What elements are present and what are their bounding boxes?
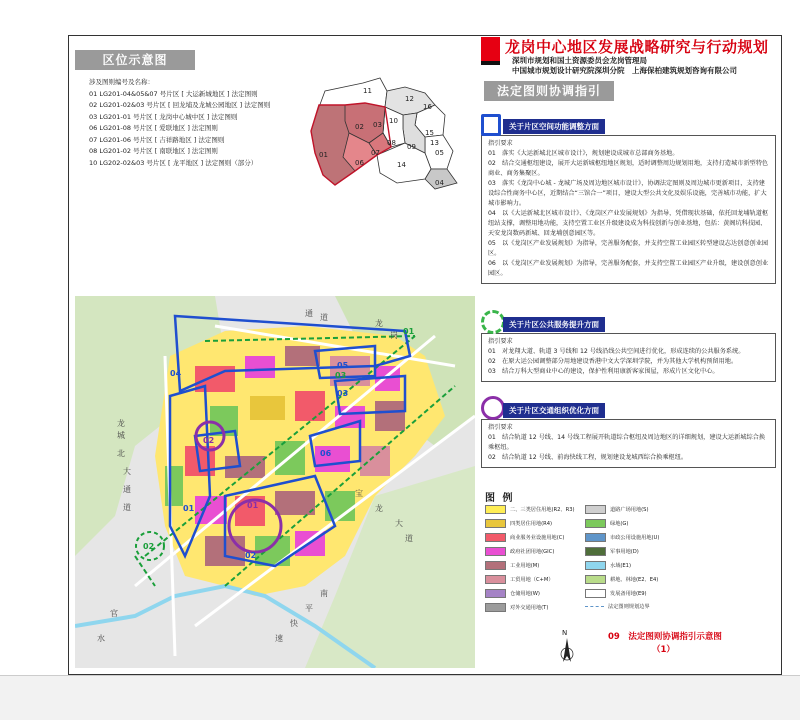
figure-caption: 09 法定图则协调指引示意图 bbox=[608, 632, 722, 642]
legend-item: 发展备用地(E9) bbox=[585, 589, 647, 598]
key-label: 14 bbox=[397, 161, 406, 169]
location-item: 10 LG202-02&03 号片区 [ 龙平地区 ] 法定图则（部分） bbox=[89, 158, 258, 167]
section-paragraph: 06 以《龙岗区产业发展规划》为指导，完善服务配套，并支持空置工业园区产业升级，建设创意创业园区。 bbox=[488, 260, 769, 277]
place-label: 岗 bbox=[390, 331, 398, 340]
zone-label: 01 bbox=[183, 504, 195, 513]
org-line-2: 中国城市规划设计研究院深圳分院 上海保柏建筑规划咨询有限公司 bbox=[512, 66, 737, 75]
bottom-strip bbox=[0, 675, 800, 720]
section-paragraph: 02 在原大运公园调整部分用地建设香港中文大学深圳学院，并为其他大学机构预留用地。 bbox=[488, 358, 738, 365]
place-label: 龙 bbox=[117, 419, 125, 428]
section-body bbox=[481, 333, 776, 382]
legend-item: 仓储用地(W) bbox=[485, 589, 540, 598]
zone-label: 03 bbox=[335, 371, 347, 380]
key-label: 15 bbox=[425, 129, 434, 137]
section-title: 关于片区公共服务提升方面 bbox=[503, 317, 605, 332]
key-label: 12 bbox=[405, 95, 414, 103]
place-label: 通 bbox=[123, 485, 131, 494]
key-label: 06 bbox=[355, 159, 364, 167]
legend-item: 道路广场用地(S) bbox=[585, 505, 648, 514]
legend-item: 绿地(G) bbox=[585, 519, 628, 528]
location-item: 02 LG201-02&03 号片区 [ 回龙埔及龙城公园地区 ] 法定图则 bbox=[89, 101, 271, 109]
legend-item: 政府社团用地(GIC) bbox=[485, 547, 554, 556]
place-label: 速 bbox=[275, 634, 283, 643]
zone-label: 02 bbox=[203, 436, 215, 445]
place-label: 大 bbox=[123, 467, 131, 476]
legend-item: 耕地、林地(E2、E4) bbox=[585, 575, 658, 584]
key-label: 03 bbox=[373, 121, 382, 129]
section-paragraph: 03 结合万科大型商业中心的建设，保护性利用康新客家围屋，形成片区文化中心。 bbox=[488, 368, 719, 375]
section-public-service bbox=[481, 316, 776, 382]
legend-item: 军事用地(D) bbox=[585, 547, 639, 556]
legend-title: 图 例 bbox=[485, 493, 515, 504]
key-label: 09 bbox=[407, 143, 416, 151]
section-intro: 指引要求 bbox=[488, 424, 513, 431]
key-label: 07 bbox=[371, 149, 380, 157]
location-heading: 区位示意图 bbox=[75, 50, 195, 70]
place-label: 北 bbox=[117, 449, 125, 458]
key-label: 04 bbox=[435, 179, 444, 187]
key-label: 05 bbox=[435, 149, 444, 157]
place-label: 龙 bbox=[375, 319, 383, 328]
purple-circle-icon bbox=[481, 396, 505, 420]
section-body bbox=[481, 419, 776, 468]
location-item: 03 LG201-01 号片区 [ 龙岗中心城中区 ] 法定图则 bbox=[89, 112, 238, 121]
legend-item: 工贸用地（C+M） bbox=[485, 575, 554, 584]
place-label: 南 bbox=[320, 589, 328, 598]
location-item: 06 LG201-08 号片区 [ 爱联地区 ] 法定图则 bbox=[89, 124, 218, 132]
zone-label: 04 bbox=[170, 369, 182, 378]
place-label: 通 bbox=[305, 309, 313, 318]
place-label: 城 bbox=[117, 431, 125, 440]
location-list-title: 涉及图则编号及名称： bbox=[89, 78, 154, 86]
place-label: 快 bbox=[290, 619, 298, 628]
place-label: 平 bbox=[305, 604, 313, 613]
legend-item: 市政公用设施用地(U) bbox=[585, 533, 659, 542]
section-space-function bbox=[481, 118, 776, 284]
location-item: 07 LG201-06 号片区 [ 吉祥路地区 ] 法定图则 bbox=[89, 135, 225, 144]
legend-item: 工业用地(M) bbox=[485, 561, 539, 570]
section-paragraph: 05 以《龙岗区产业发展规划》为指导，完善服务配套，并支持空置工业园区转型建设志达创意创业园区。 bbox=[488, 240, 769, 257]
poster-title: 龙岗中心地区发展战略研究与行动规划 bbox=[505, 38, 769, 56]
place-label: 宝 bbox=[355, 489, 363, 498]
key-label: 01 bbox=[319, 151, 328, 159]
section-paragraph: 04 以《大运新城北区城市设计》、《龙岗区产业发展规划》为指导，凭借现状基础，依托回龙埔轨道枢纽站支撑，调整用地功能，支持空置工业区升级建设成为科技创新与创业基地，包括：黄阁坑科技园、天安龙岗数码新城、回龙埔创意园区等。 bbox=[488, 210, 769, 237]
section-body bbox=[481, 135, 776, 284]
section-paragraph: 03 落实《龙岗中心城 - 龙城广场及周边地区城市设计》，协调法定图则及周边城市更新项目，支持建设综合性商务中心区，近期结合“三馆合一”项目，建设大型公共文化及娱乐设施，完善城市功能，扩大城市影响力。 bbox=[488, 180, 767, 207]
key-label: 10 bbox=[389, 117, 398, 125]
key-map bbox=[285, 73, 465, 198]
green-dashed-circle-icon bbox=[481, 310, 505, 334]
section-paragraph: 02 结合交通枢纽建设，展开大运新城枢纽地区规划，适时调整周边规划用地，支持打造城市新型特色商业、商务集聚区。 bbox=[488, 160, 769, 177]
key-label: 02 bbox=[355, 123, 364, 131]
figure-sub: （1） bbox=[652, 645, 675, 655]
section-paragraph: 01 落实《大运新城北区城市设计》，规划建设成城市总部商务基地。 bbox=[488, 150, 679, 157]
legend-item: 水域(E1) bbox=[585, 561, 631, 570]
section-paragraph: 01 对龙翔大道、轨道 3 号线和 12 号线沿线公共空间进行优化，形成连续的公共服务系统。 bbox=[488, 348, 745, 355]
zone-label: 03 bbox=[337, 389, 349, 398]
location-list bbox=[89, 77, 270, 169]
legend-item: 二、三类居住用地(R2、R3) bbox=[485, 505, 575, 514]
land-use-map bbox=[75, 296, 475, 668]
section-traffic bbox=[481, 402, 776, 468]
key-label: 16 bbox=[423, 103, 432, 111]
zone-label: 05 bbox=[337, 361, 349, 370]
zone-label: 02 bbox=[143, 542, 155, 551]
place-label: 官 bbox=[110, 609, 118, 618]
place-label: 道 bbox=[320, 313, 328, 322]
section-intro: 指引要求 bbox=[488, 338, 513, 345]
north-arrow-icon bbox=[556, 628, 578, 668]
location-item: 01 LG201-04&05&07 号片区 [ 大运新城地区 ] 法定图则 bbox=[89, 89, 258, 98]
legend-item: 商业服务业设施用地(C) bbox=[485, 533, 564, 542]
zone-label: 01 bbox=[403, 327, 415, 336]
blue-square-icon bbox=[481, 114, 501, 136]
section-title: 关于片区交通组织优化方面 bbox=[503, 403, 605, 418]
key-label: 08 bbox=[387, 139, 396, 147]
zone-label: 01 bbox=[247, 501, 259, 510]
section-paragraph: 02 结合轨道 12 号线、前海快线工程，规划建设龙城西综合换乘枢纽。 bbox=[488, 454, 688, 461]
key-label: 11 bbox=[363, 87, 372, 95]
coordination-heading: 法定图则协调指引 bbox=[484, 81, 614, 101]
place-label: 道 bbox=[123, 503, 131, 512]
title-mark bbox=[481, 37, 500, 61]
place-label: 大 bbox=[395, 519, 403, 528]
section-paragraph: 01 结合轨道 12 号线、14 号线工程展开轨道综合枢纽及周边地区的详细规划，建设大运新城综合换乘枢纽。 bbox=[488, 434, 766, 451]
zone-label: 02 bbox=[245, 551, 257, 560]
place-label: 水 bbox=[97, 634, 105, 643]
section-title: 关于片区空间功能调整方面 bbox=[503, 119, 605, 134]
section-intro: 指引要求 bbox=[488, 140, 513, 147]
north-label: N bbox=[562, 629, 568, 637]
zone-label: 06 bbox=[320, 449, 332, 458]
legend-item: 法定图则规划边界 bbox=[585, 603, 650, 612]
key-label: 13 bbox=[430, 139, 439, 147]
place-label: 龙 bbox=[375, 504, 383, 513]
place-label: 道 bbox=[405, 534, 413, 543]
org-line-1: 深圳市规划和国土资源委员会龙岗管理局 bbox=[512, 56, 647, 65]
legend-item: 四类居住用地(R4) bbox=[485, 519, 552, 528]
location-item: 08 LG201-02 号片区 [ 南联地区 ] 法定图则 bbox=[89, 147, 218, 155]
legend-item: 对外交通用地(T) bbox=[485, 603, 548, 612]
